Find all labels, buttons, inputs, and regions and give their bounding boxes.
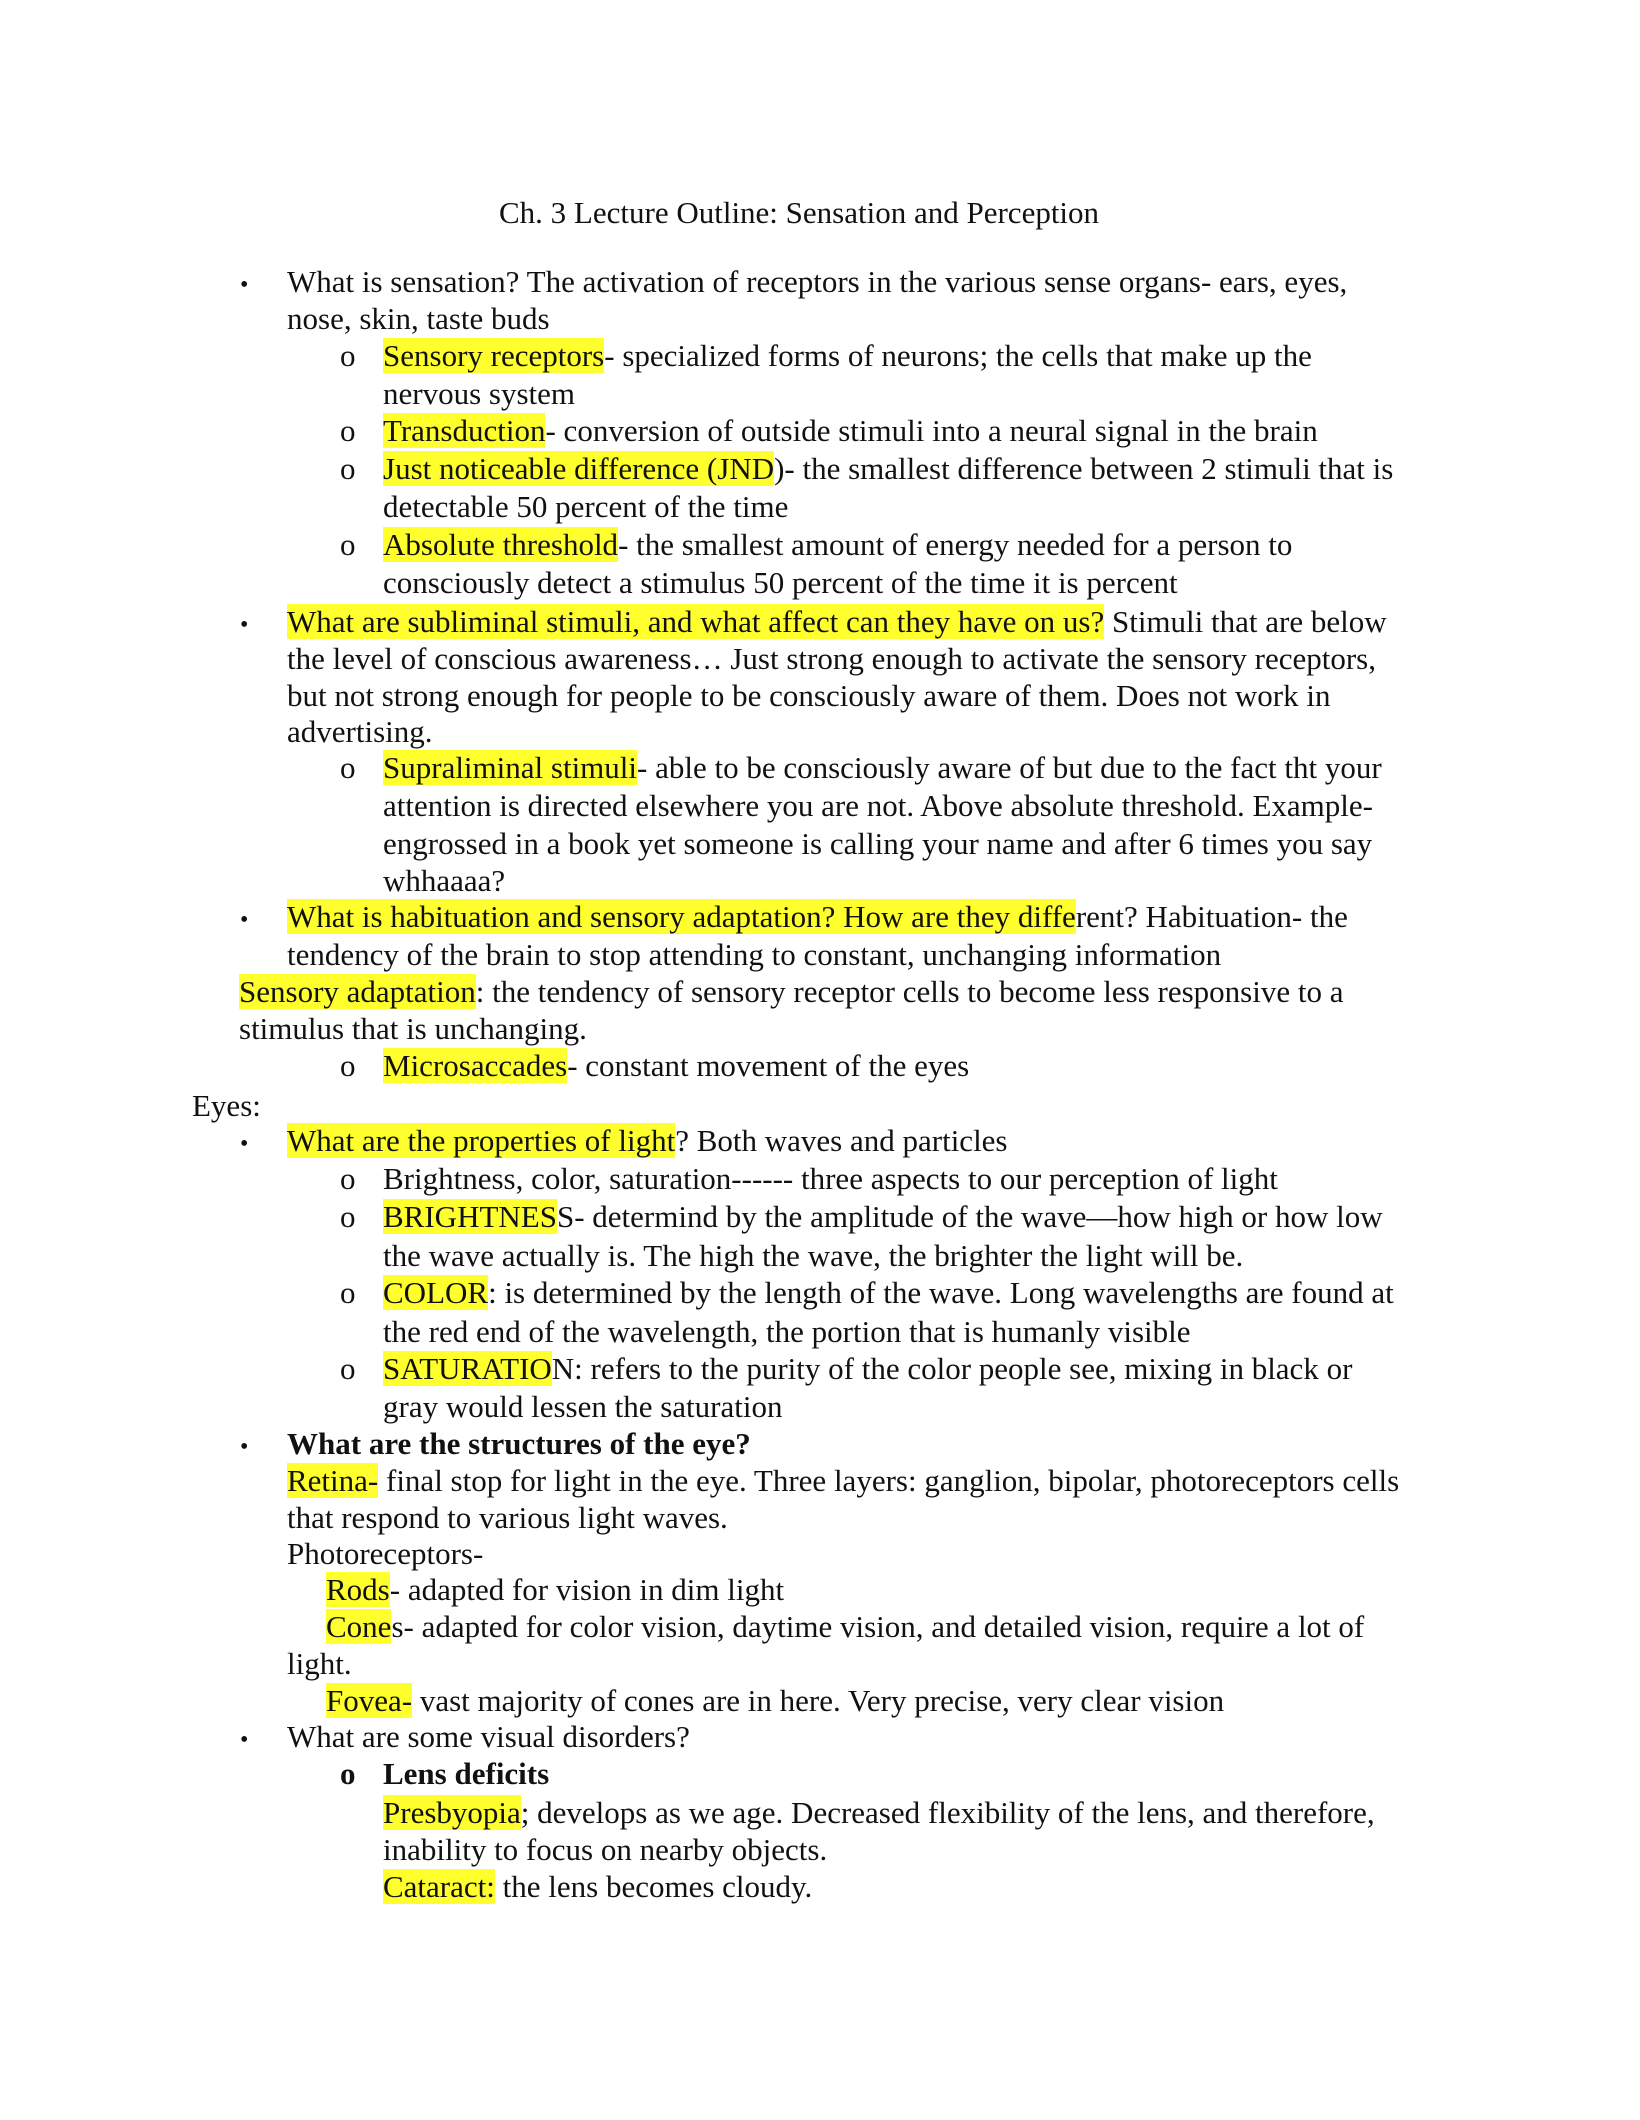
sensory-receptors-cont: nervous system bbox=[383, 376, 576, 411]
supraliminal-line: attention is directed elsewhere you are not. Above absolute threshold. Example- bbox=[383, 788, 1373, 823]
light-question bbox=[287, 1122, 1008, 1159]
saturation-cont: gray would lessen the saturation bbox=[383, 1389, 783, 1424]
term-highlight: Rods bbox=[326, 1572, 390, 1607]
photoreceptors-label: Photoreceptors- bbox=[287, 1536, 484, 1571]
term-highlight: Transduction bbox=[383, 413, 546, 448]
definition-text: vast majority of cones are in here. Very precise, very clear vision bbox=[412, 1683, 1225, 1718]
sub-bullet-icon: o bbox=[340, 1275, 356, 1310]
term-highlight: BRIGHTNES bbox=[383, 1199, 557, 1234]
fovea-item bbox=[326, 1682, 1224, 1719]
definition-text: N: refers to the purity of the color people see, mixing in black or bbox=[551, 1351, 1353, 1386]
sensation-question: What is sensation? The activation of receptors in the various sense organs- ears, eyes, bbox=[287, 264, 1348, 299]
cones-cont: light. bbox=[287, 1646, 352, 1681]
supraliminal-line: engrossed in a book yet someone is calling your name and after 6 times you say bbox=[383, 826, 1373, 861]
presbyopia-cont: inability to focus on nearby objects. bbox=[383, 1832, 828, 1867]
definition-text: - conversion of outside stimuli into a neural signal in the brain bbox=[545, 413, 1318, 448]
retina-cont: that respond to various light waves. bbox=[287, 1500, 728, 1535]
term-highlight: Fovea- bbox=[326, 1683, 413, 1718]
question-highlight: What are the properties of light bbox=[287, 1123, 676, 1158]
cataract-item bbox=[383, 1868, 812, 1905]
sub-bullet-icon: o bbox=[340, 527, 356, 562]
color-cont: the red end of the wavelength, the portion that is humanly visible bbox=[383, 1314, 1191, 1349]
bold-heading: Lens deficits bbox=[383, 1756, 550, 1791]
absolute-threshold-cont: consciously detect a stimulus 50 percent of the time it is percent bbox=[383, 565, 1178, 600]
brightness-item bbox=[383, 1198, 1383, 1235]
definition-text: - the smallest amount of energy needed for a person to bbox=[618, 527, 1293, 562]
sub-bullet-icon: o bbox=[340, 1351, 356, 1386]
definition-text: : the tendency of sensory receptor cells to become less responsive to a bbox=[475, 974, 1344, 1009]
definition-text: - able to be consciously aware of but due to the fact tht your bbox=[637, 750, 1382, 785]
sensation-question-cont: nose, skin, taste buds bbox=[287, 301, 550, 336]
sub-bullet-icon: o bbox=[340, 451, 356, 486]
absolute-threshold-item bbox=[383, 526, 1292, 563]
saturation-item bbox=[383, 1350, 1352, 1387]
transduction-item bbox=[383, 412, 1318, 449]
question-highlight: What is habituation and sensory adaptation? How are they diffe bbox=[287, 899, 1076, 934]
definition-text: final stop for light in the eye. Three layers: ganglion, bipolar, photoreceptors cells bbox=[378, 1463, 1400, 1498]
habituation-question bbox=[287, 898, 1348, 935]
brightness-cont: the wave actually is. The high the wave, the brighter the light will be. bbox=[383, 1238, 1244, 1273]
sensory-adaptation-item bbox=[239, 973, 1343, 1010]
definition-text: : is determined by the length of the wave. Long wavelengths are found at bbox=[488, 1275, 1394, 1310]
answer-text: rent? Habituation- the bbox=[1075, 899, 1348, 934]
bullet-icon: • bbox=[240, 1131, 249, 1157]
term-highlight: Sensory adaptation bbox=[239, 974, 476, 1009]
definition-text: - adapted for vision in dim light bbox=[389, 1572, 785, 1607]
subliminal-line: advertising. bbox=[287, 714, 433, 749]
rods-item bbox=[326, 1571, 784, 1608]
sub-bullet-icon: o bbox=[340, 413, 356, 448]
answer-text: Stimuli that are below bbox=[1104, 604, 1387, 639]
term-highlight: Retina- bbox=[287, 1463, 379, 1498]
habituation-line: tendency of the brain to stop attending to constant, unchanging information bbox=[287, 937, 1222, 972]
term-highlight: Cone bbox=[326, 1609, 392, 1644]
visual-disorders-question: What are some visual disorders? bbox=[287, 1719, 690, 1754]
cones-item bbox=[326, 1608, 1364, 1645]
sensory-adaptation-cont: stimulus that is unchanging. bbox=[239, 1011, 587, 1046]
presbyopia-item bbox=[383, 1794, 1375, 1831]
supraliminal-line: whhaaaa? bbox=[383, 863, 506, 898]
microsaccades-item bbox=[383, 1047, 969, 1084]
sub-bullet-icon: o bbox=[340, 1161, 356, 1196]
bold-question: What are the structures of the eye? bbox=[287, 1426, 751, 1461]
term-highlight: Sensory receptors bbox=[383, 338, 605, 373]
sensory-receptors-item bbox=[383, 337, 1312, 374]
definition-text: s- adapted for color vision, daytime vision, and detailed vision, require a lot of bbox=[391, 1609, 1365, 1644]
subliminal-line: but not strong enough for people to be consciously aware of them. Does not work in bbox=[287, 678, 1331, 713]
definition-text: S- determind by the amplitude of the wave—how high or how low bbox=[556, 1199, 1383, 1234]
jnd-item bbox=[383, 450, 1393, 487]
page-title: Ch. 3 Lecture Outline: Sensation and Perception bbox=[499, 195, 1100, 230]
retina-item bbox=[287, 1462, 1399, 1499]
bullet-icon: • bbox=[240, 272, 249, 298]
definition-text: ; develops as we age. Decreased flexibility of the lens, and therefore, bbox=[520, 1795, 1375, 1830]
term-highlight: Supraliminal stimuli bbox=[383, 750, 638, 785]
definition-text: - specialized forms of neurons; the cells that make up the bbox=[604, 338, 1312, 373]
term-highlight: Absolute threshold bbox=[383, 527, 619, 562]
term-highlight: Presbyopia bbox=[383, 1795, 521, 1830]
definition-text: the lens becomes cloudy. bbox=[494, 1869, 813, 1904]
term-highlight: Just noticeable difference (JND bbox=[383, 451, 775, 486]
term-highlight: Microsaccades bbox=[383, 1048, 568, 1083]
term-highlight: COLOR bbox=[383, 1275, 489, 1310]
bullet-icon: • bbox=[240, 1727, 249, 1753]
sub-bullet-icon: o bbox=[340, 750, 356, 785]
eye-structures-question bbox=[287, 1425, 751, 1462]
color-item bbox=[383, 1274, 1394, 1311]
subliminal-line: the level of conscious awareness… Just strong enough to activate the sensory receptors, bbox=[287, 641, 1376, 676]
sub-bullet-icon: o bbox=[340, 1048, 356, 1083]
term-highlight: SATURATIO bbox=[383, 1351, 552, 1386]
question-highlight: What are subliminal stimuli, and what affect can they have on us? bbox=[287, 604, 1105, 639]
jnd-cont: detectable 50 percent of the time bbox=[383, 489, 789, 524]
definition-text: - constant movement of the eyes bbox=[567, 1048, 970, 1083]
light-aspects-item: Brightness, color, saturation------ three aspects to our perception of light bbox=[383, 1161, 1278, 1196]
sub-bullet-icon: o bbox=[340, 1756, 356, 1791]
subliminal-question bbox=[287, 603, 1387, 640]
eyes-heading: Eyes: bbox=[192, 1088, 261, 1123]
lens-deficits-heading bbox=[383, 1755, 549, 1792]
supraliminal-item bbox=[383, 749, 1382, 786]
sub-bullet-icon: o bbox=[340, 338, 356, 373]
definition-text: )- the smallest difference between 2 stimuli that is bbox=[774, 451, 1394, 486]
bullet-icon: • bbox=[240, 1434, 249, 1460]
term-highlight: Cataract: bbox=[383, 1869, 495, 1904]
answer-text: ? Both waves and particles bbox=[675, 1123, 1008, 1158]
bullet-icon: • bbox=[240, 907, 249, 933]
bullet-icon: • bbox=[240, 612, 249, 638]
sub-bullet-icon: o bbox=[340, 1199, 356, 1234]
